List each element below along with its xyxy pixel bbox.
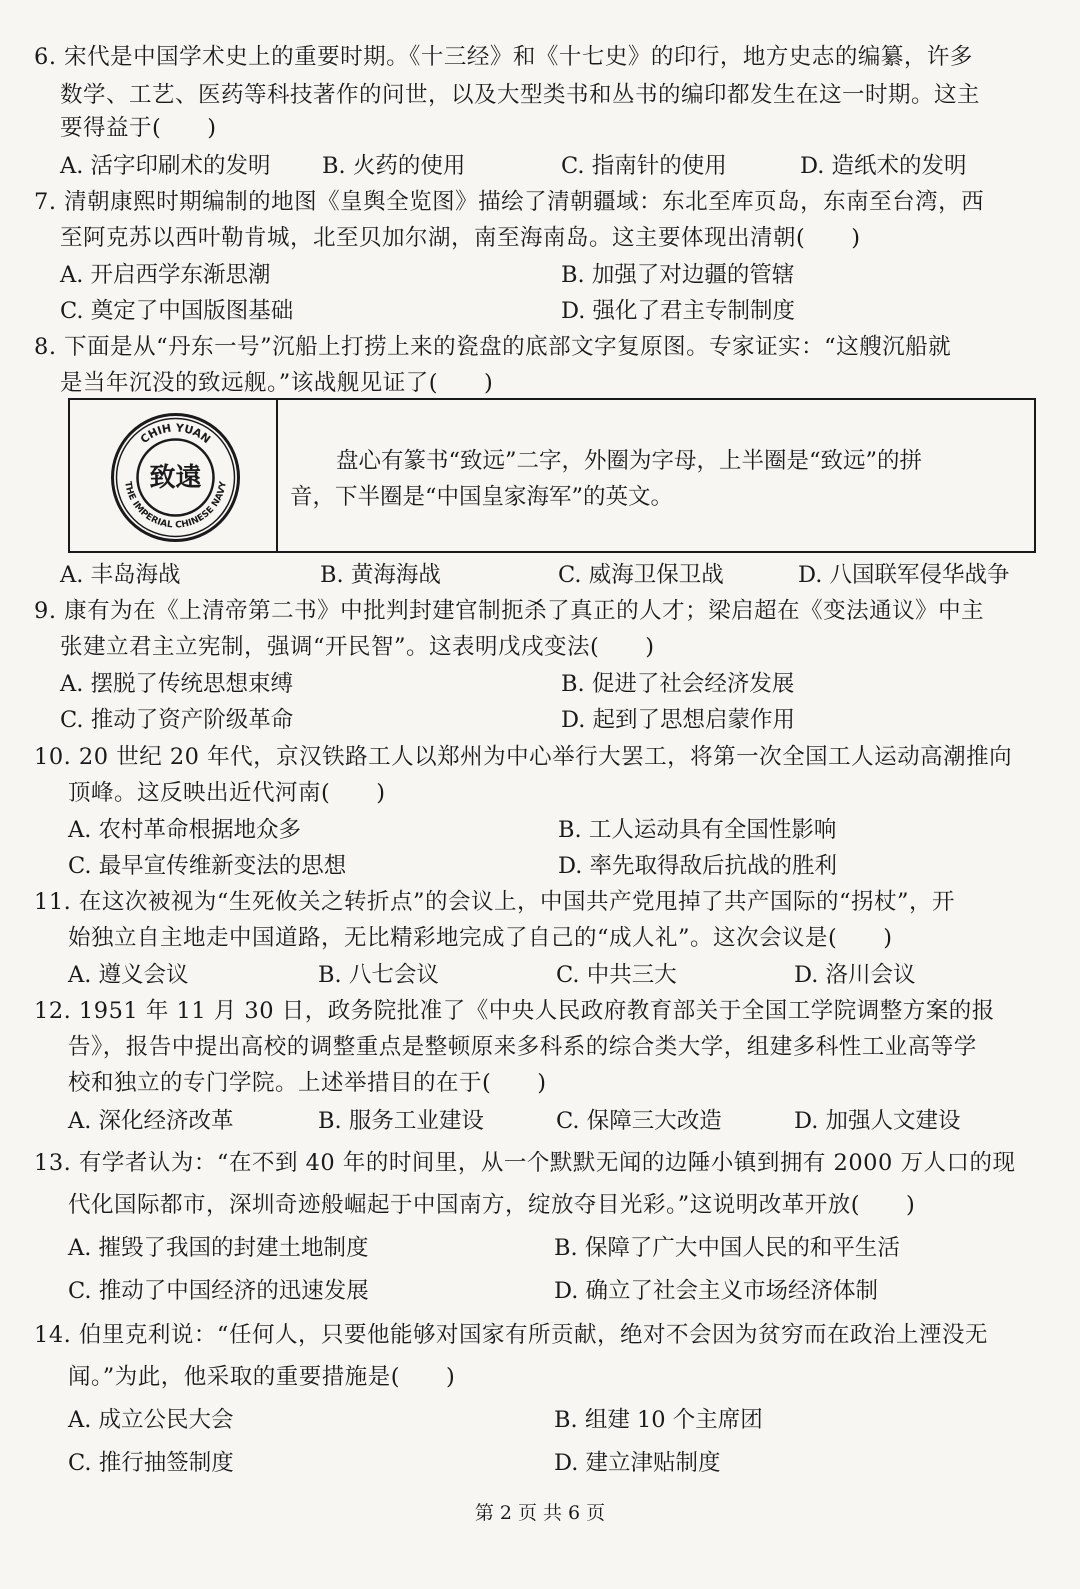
option-a: A. 深化经济改革	[68, 1108, 234, 1134]
figure-divider	[276, 400, 278, 551]
question-text-line: 数学、工艺、医药等科技著作的问世，以及大型类书和丛书的编印都发生在这一时期。这主	[60, 82, 981, 108]
seal-top-text: CHIH YUAN	[137, 421, 213, 447]
option-a: A. 活字印刷术的发明	[60, 153, 271, 179]
option-c: C. 推动了资产阶级革命	[60, 707, 294, 733]
question-text-line: 12. 1951 年 11 月 30 日，政务院批准了《中央人民政府教育部关于全国工学院调整方案的报	[34, 998, 995, 1024]
option-c: C. 指南针的使用	[561, 153, 727, 179]
question-text-line: 13. 有学者认为：“在不到 40 年的时间里，从一个默默无闻的边陲小镇到拥有 2000 万人口的现	[34, 1150, 1016, 1176]
option-c: C. 最早宣传维新变法的思想	[68, 853, 347, 879]
question-text-line: 始独立自主地走中国道路，无比精彩地完成了自己的“成人礼”。这次会议是( )	[68, 925, 893, 951]
question-text-line: 至阿克苏以西叶勒肯城，北至贝加尔湖，南至海南岛。这主要体现出清朝( )	[60, 225, 861, 251]
option-b: B. 黄海海战	[320, 562, 441, 588]
option-b: B. 组建 10 个主席团	[554, 1407, 763, 1433]
option-c: C. 中共三大	[556, 962, 677, 988]
option-d: D. 建立津贴制度	[554, 1450, 721, 1476]
question-text-line: 告》，报告中提出高校的调整重点是整顿原来多科系的综合类大学，组建多科性工业高等学	[68, 1034, 977, 1060]
question-text-line: 11. 在这次被视为“生死攸关之转折点”的会议上，中国共产党甩掉了共产国际的“拐杖”，开	[34, 889, 955, 915]
option-a: A. 开启西学东渐思潮	[60, 262, 271, 288]
question-text-line: 10. 20 世纪 20 年代，京汉铁路工人以郑州为中心举行大罢工，将第一次全国工人运动高潮推向	[34, 744, 1013, 770]
question-text-line: 代化国际都市，深圳奇迹般崛起于中国南方，绽放夺目光彩。”这说明改革开放( )	[68, 1192, 916, 1218]
option-b: B. 八七会议	[318, 962, 439, 988]
option-a: A. 摧毁了我国的封建土地制度	[68, 1235, 369, 1261]
option-b: B. 促进了社会经济发展	[561, 671, 795, 697]
option-c: C. 推动了中国经济的迅速发展	[68, 1278, 369, 1304]
option-d: D. 造纸术的发明	[800, 153, 967, 179]
option-c: C. 保障三大改造	[556, 1108, 722, 1134]
figure-caption-line: 盘心有篆书“致远”二字，外圈为字母，上半圈是“致远”的拼	[336, 448, 923, 474]
question-text-line: 顶峰。这反映出近代河南( )	[68, 780, 386, 806]
option-a: A. 摆脱了传统思想束缚	[60, 671, 294, 697]
option-a: A. 成立公民大会	[68, 1407, 234, 1433]
question-text-line: 校和独立的专门学院。上述举措目的在于( )	[68, 1070, 547, 1096]
question-text-line: 张建立君主立宪制，强调“开民智”。这表明戊戌变法( )	[60, 634, 655, 660]
question-text-line: 7. 清朝康熙时期编制的地图《皇舆全览图》描绘了清朝疆域：东北至库页岛，东南至台湾，西	[34, 189, 985, 215]
option-c: C. 推行抽签制度	[68, 1450, 234, 1476]
option-d: D. 加强人文建设	[794, 1108, 961, 1134]
question-text-line: 要得益于( )	[60, 115, 217, 141]
seal-bottom-text: THE IMPERIAL CHINESE NAVY	[122, 480, 229, 531]
question-text-line: 9. 康有为在《上清帝第二书》中批判封建官制扼杀了真正的人才；梁启超在《变法通议》中主	[34, 598, 985, 624]
question-text-line: 闻。”为此，他采取的重要措施是( )	[68, 1364, 456, 1390]
figure-box	[68, 398, 1036, 553]
option-d: D. 确立了社会主义市场经济体制	[554, 1278, 879, 1304]
option-c: C. 威海卫保卫战	[558, 562, 724, 588]
question-text-line: 是当年沉没的致远舰。”该战舰见证了( )	[60, 370, 494, 396]
question-text-line: 14. 伯里克利说：“任何人，只要他能够对国家有所贡献，绝对不会因为贫穷而在政治上湮没无	[34, 1322, 988, 1348]
figure-caption-line: 音，下半圈是“中国皇家海军”的英文。	[290, 484, 674, 510]
option-b: B. 火药的使用	[322, 153, 466, 179]
option-a: A. 遵义会议	[68, 962, 189, 988]
option-d: D. 洛川会议	[794, 962, 916, 988]
porcelain-seal-icon	[108, 410, 243, 545]
option-a: A. 丰岛海战	[60, 562, 181, 588]
option-a: A. 农村革命根据地众多	[68, 817, 302, 843]
option-d: D. 强化了君主专制制度	[561, 298, 796, 324]
page-number: 第 2 页 共 6 页	[474, 1502, 606, 1524]
question-text-line: 6. 宋代是中国学术史上的重要时期。《十三经》和《十七史》的印行，地方史志的编纂，许多	[34, 44, 973, 70]
question-text-line: 8. 下面是从“丹东一号”沉船上打捞上来的瓷盘的底部文字复原图。专家证实：“这艘沉船就	[34, 334, 952, 360]
option-b: B. 加强了对边疆的管辖	[561, 262, 795, 288]
option-d: D. 率先取得敌后抗战的胜利	[558, 853, 838, 879]
option-c: C. 奠定了中国版图基础	[60, 298, 294, 324]
option-b: B. 保障了广大中国人民的和平生活	[554, 1235, 900, 1261]
option-b: B. 工人运动具有全国性影响	[558, 817, 837, 843]
seal-center-text: 致遠	[149, 463, 202, 493]
option-b: B. 服务工业建设	[318, 1108, 484, 1134]
option-d: D. 八国联军侵华战争	[798, 562, 1010, 588]
option-d: D. 起到了思想启蒙作用	[561, 707, 796, 733]
